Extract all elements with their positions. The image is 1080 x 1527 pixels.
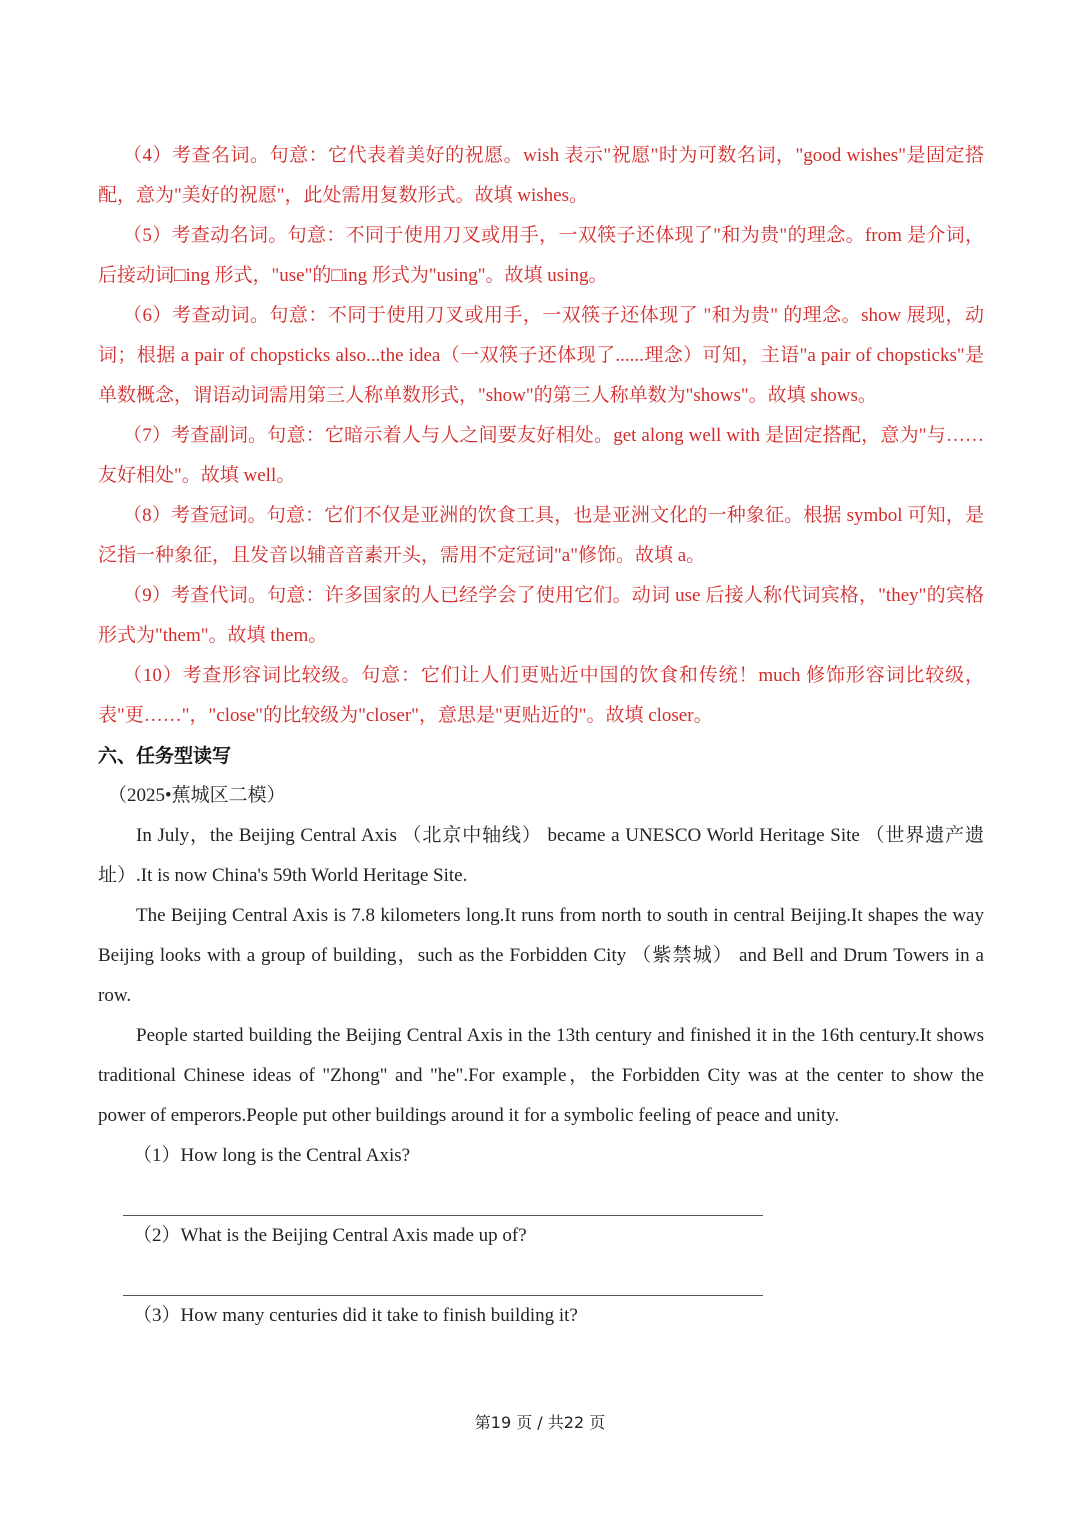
answer-explanation-6: （6）考查动词。句意：不同于使用刀叉或用手，一双筷子还体现了 "和为贵" 的理念。show 展现，动词；根据 a pair of chopsticks also...the idea（一双筷子还体现了......理念）可知，主语"a pair of chopsticks"是单数概念，谓语动词需用第三人称单数形式，"show"的第三人称单数为"shows"。故填 shows。: [98, 305, 984, 406]
passage-paragraph-2: The Beijing Central Axis is 7.8 kilometers long.It runs from north to south in central Beijing.It shapes the way Beijing looks with a group of building，such as the Forbidden City （紫禁城） and Bell and Drum Towers in a row.: [98, 905, 984, 1006]
question-list: [98, 1136, 984, 1336]
reading-passage: [98, 816, 984, 1136]
answer-blank-2[interactable]: [123, 1256, 763, 1296]
page-footer: 第19 页 / 共22 页: [474, 1413, 606, 1432]
answer-blank-1[interactable]: [123, 1176, 763, 1216]
exam-source: （2025•蕉城区二模）: [108, 785, 286, 806]
answer-explanation-8: （8）考查冠词。句意：它们不仅是亚洲的饮食工具，也是亚洲文化的一种象征。根据 symbol 可知，是泛指一种象征，且发音以辅音音素开头，需用不定冠词"a"修饰。故填 a。: [98, 505, 984, 566]
answer-explanation-4: （4）考查名词。句意：它代表着美好的祝愿。wish 表示"祝愿"时为可数名词，"good wishes"是固定搭配，意为"美好的祝愿"，此处需用复数形式。故填 wishes。: [98, 145, 984, 206]
section-heading: 六、任务型读写: [98, 745, 232, 767]
answer-explanation-9: （9）考查代词。句意：许多国家的人已经学会了使用它们。动词 use 后接人称代词宾格，"they"的宾格形式为"them"。故填 them。: [98, 585, 984, 646]
answer-explanations: [98, 136, 984, 736]
answer-explanation-7: （7）考查副词。句意：它暗示着人与人之间要友好相处。get along well with 是固定搭配，意为"与……友好相处"。故填 well。: [98, 425, 984, 486]
passage-paragraph-3: People started building the Beijing Central Axis in the 13th century and finished it in the 16th century.It shows traditional Chinese ideas of "Zhong" and "he".For example，the Forbidden City was at the center to show the power of emperors.People put other buildings around it for a symbolic feeling of peace and unity.: [98, 1025, 984, 1126]
question-3: （3）How many centuries did it take to finish building it?: [133, 1305, 578, 1326]
answer-explanation-10: （10）考查形容词比较级。句意：它们让人们更贴近中国的饮食和传统！much 修饰形容词比较级，表"更……"，"close"的比较级为"closer"，意思是"更贴近的"。故填 closer。: [98, 665, 984, 726]
question-1: （1）How long is the Central Axis?: [133, 1145, 411, 1166]
page-content: [98, 136, 984, 1336]
question-2: （2）What is the Beijing Central Axis made up of?: [133, 1225, 527, 1246]
answer-explanation-5: （5）考查动名词。句意：不同于使用刀叉或用手，一双筷子还体现了"和为贵"的理念。from 是介词，后接动词□ing 形式，"use"的□ing 形式为"using"。故填 using。: [98, 225, 984, 286]
passage-paragraph-1: In July，the Beijing Central Axis （北京中轴线） became a UNESCO World Heritage Site （世界遗产遗址）.It is now China's 59th World Heritage Site.: [98, 825, 984, 886]
